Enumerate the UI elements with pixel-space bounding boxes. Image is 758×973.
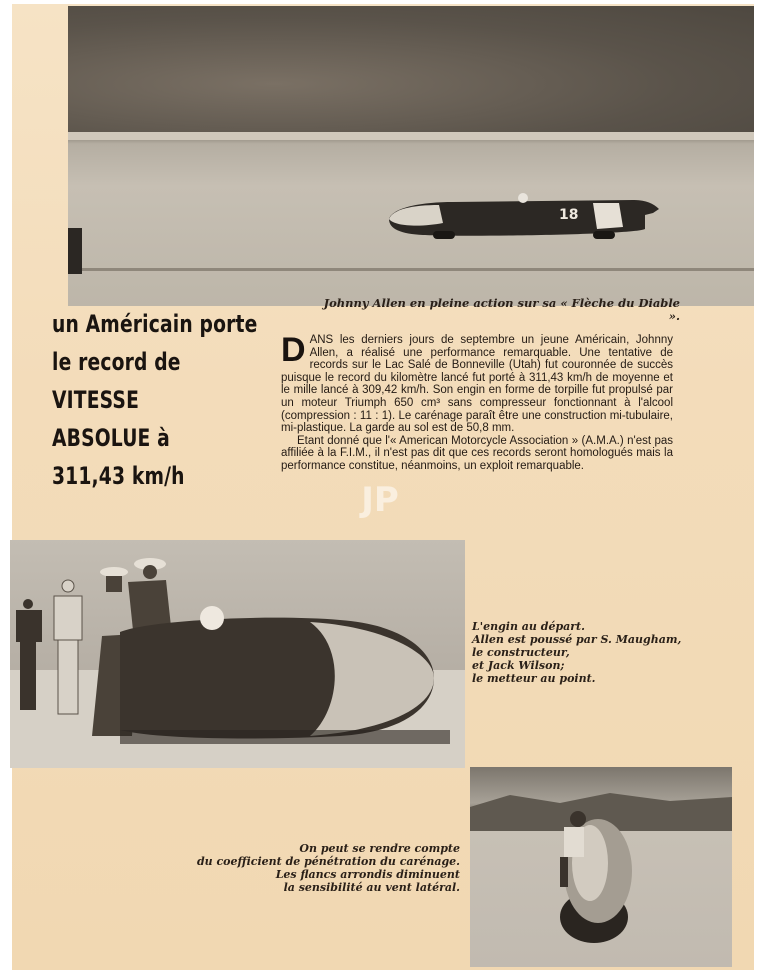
caption-line: Allen est poussé par S. Maugham,	[472, 633, 682, 646]
caption-line: le metteur au point.	[472, 672, 596, 685]
lead-paragraph	[281, 331, 673, 435]
front-view-image	[470, 767, 732, 967]
headline-line: le record de	[52, 348, 181, 376]
photo-mountain	[68, 6, 754, 136]
photo-figure	[68, 228, 82, 274]
caption-line: L'engin au départ.	[472, 620, 585, 633]
caption-line: et Jack Wilson;	[472, 659, 565, 672]
caption-line: la sensibilité au vent latéral.	[283, 881, 460, 894]
photo-front-view	[470, 767, 732, 967]
headline-line: 311,43 km/h	[52, 462, 185, 490]
caption-line: On peut se rendre compte	[299, 842, 460, 855]
lead-text: ANS les derniers jours de septembre un jeune Américain, Johnny Allen, a réalisé une performance remarquable. Une tentative de records sur le Lac Salé de Bonneville (Utah) fut couronnée de succès puisque le record du kilomètre lancé fut porté à 311,43 km/h de moyenne et le mille lancé à 309,42 km/h. Son engin en forme de torpille fut propulsé par un moteur Triumph 650 cm³ sans compresseur fonctionnant à l'alcool (compression : 11 : 1). Le carénage paraît être une construction mi-tubulaire, mi-plastique. La garde au sol est de 50,8 mm.	[281, 334, 673, 435]
caption-bottom-photo	[190, 842, 460, 894]
race-number: 18	[559, 207, 579, 223]
headline-line: un Américain porte	[52, 310, 258, 338]
second-paragraph: Etant donné que l'« American Motorcycle Association » (A.M.A.) n'est pas affiliée à la F.I.M., il n'est pas dit que ces records seront homologués mais la performance constitue, néanmoins, un exploit remarquable.	[281, 434, 673, 472]
start-scene-image	[10, 540, 465, 768]
headline-line: VITESSE	[52, 386, 140, 414]
caption-top-photo: Johnny Allen en pleine action sur sa « Flèche du Diable ».	[323, 296, 680, 323]
caption-line: Les flancs arrondis diminuent	[275, 868, 460, 881]
caption-line: le constructeur,	[472, 646, 570, 659]
photo-horizon	[68, 132, 754, 140]
photo-track-line	[68, 268, 754, 271]
photo-streamliner-action	[68, 6, 754, 306]
streamliner-image	[383, 193, 663, 241]
watermark-logo: JP	[361, 480, 399, 520]
headline-line: ABSOLUE à	[52, 424, 170, 452]
article-headline	[52, 305, 258, 495]
article-body	[281, 331, 673, 473]
photo-start-push	[10, 540, 465, 768]
drop-cap: D	[281, 331, 306, 369]
caption-middle-photo	[472, 620, 732, 685]
caption-line: du coefficient de pénétration du carénage.	[196, 855, 460, 868]
